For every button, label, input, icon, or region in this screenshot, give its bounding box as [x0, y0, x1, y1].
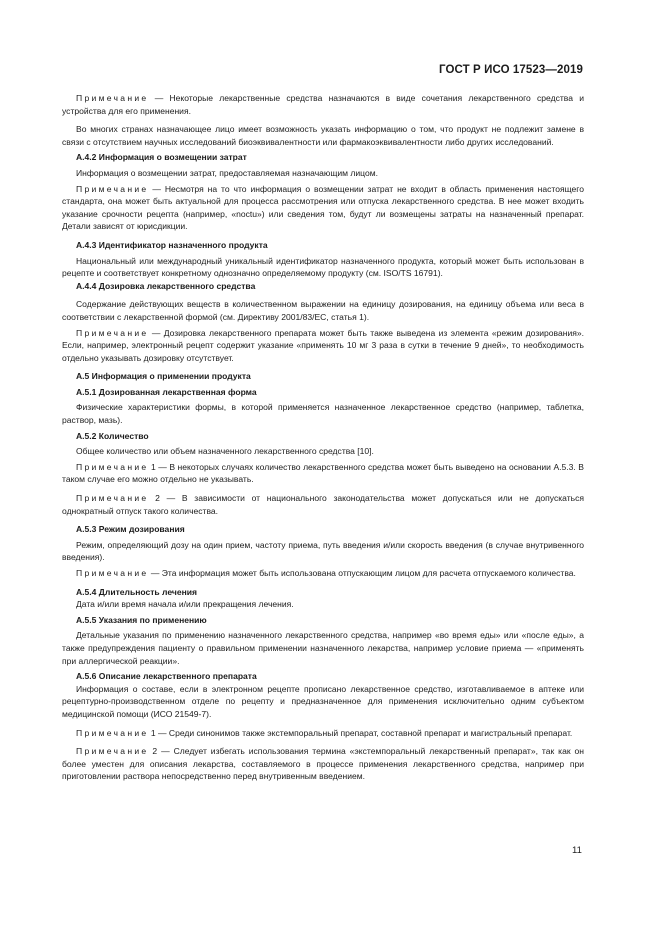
section-heading-a43: А.4.3 Идентификатор назначенного продукта	[76, 239, 268, 250]
note-text: — Эта информация может быть использована отпускающим лицом для расчета отпускаемого количества.	[148, 568, 576, 578]
note-text: — Дозировка лекарственного препарата может быть также выведена из элемента «режим дозирования». Если, например, электронный рецепт содержит указание «применять 10 мг 3 раза в сутки в течение 9 дней», то необходимость отдельно указывать дозировку отсутствует.	[62, 327, 584, 363]
note-label: Примечание	[76, 727, 149, 738]
section-heading-a52: А.5.2 Количество	[76, 430, 149, 441]
section-heading-a51: А.5.1 Дозированная лекарственная форма	[76, 386, 257, 397]
page-number: 11	[572, 845, 582, 856]
section-heading-a54: А.5.4 Длительность лечения	[76, 586, 198, 597]
note-paragraph	[62, 92, 584, 117]
body-paragraph: Детальные указания по применению назначенного лекарственного средства, например «во время еды» или «после еды», а также предупреждения пациенту о правильном применении назначенного лекарства, например условие приема — «применять при аллергической реакции».	[62, 630, 584, 666]
body-paragraph: Физические характеристики формы, в которой применяется назначенное лекарственное средство (например, таблетка, раствор, мазь).	[62, 402, 584, 426]
note-label: Примечание	[76, 568, 149, 578]
note-label: Примечание	[76, 493, 149, 504]
note-paragraph	[62, 567, 584, 580]
note-label: Примечание	[76, 461, 149, 472]
body-paragraph: Во многих странах назначающее лицо имеет возможность указать информацию о том, что продукт не подлежит замене в связи с отсутствием научных исследований биоэквивалентности или фармакоэквивалентности либо других исследований.	[62, 124, 584, 147]
body-paragraph: Режим, определяющий дозу на один прием, частоту приема, путь введения и/или скорость введения (в случае внутривенного введения).	[62, 539, 584, 563]
note-paragraph	[62, 327, 584, 365]
section-heading-a53: А.5.3 Режим дозирования	[76, 524, 185, 535]
section-heading-a44: А.4.4 Дозировка лекарственного средства	[76, 280, 256, 291]
document-body	[62, 92, 584, 783]
note-text: 2 — Следует избегать использования термина «экстемпоральный лекарственный препарат», так как он более уместен для описания лекарства, составляемого в процессе применения лекарственного средства, например при приготовлении раствора непосредственно перед внутривенным введением.	[62, 746, 584, 782]
section-heading-a55: А.5.5 Указания по применению	[76, 614, 207, 625]
body-paragraph: Дата и/или время начала и/или прекращения лечения.	[76, 599, 294, 610]
note-paragraph	[62, 727, 584, 740]
body-paragraph: Содержание действующих веществ в количественном выражении на единицу дозирования, на единицу объема или веса в соответствии с лекарственной формой (см. Директиву 2001/83/ЕС, статья 1).	[62, 299, 584, 322]
note-label: Примечание	[76, 93, 149, 103]
body-paragraph: Общее количество или объем назначенного лекарственного средства [10].	[76, 446, 374, 457]
note-text: 2 — В зависимости от национального законодательства может допускаться или не допускаться однократный отпуск такого количества.	[62, 493, 584, 516]
note-paragraph	[62, 461, 584, 486]
note-label: Примечание	[76, 746, 149, 757]
note-label: Примечание	[76, 327, 149, 338]
body-paragraph: Национальный или международный уникальный идентификатор назначенного продукта, который может быть использован в рецепте и соответствует конкретному однозначно определяемому продукту (см. ISO/TS 16791).	[62, 255, 584, 279]
note-paragraph	[62, 183, 584, 233]
document-header: ГОСТ Р ИСО 17523—2019	[438, 64, 583, 76]
note-paragraph	[62, 745, 584, 783]
section-heading-a42: А.4.2 Информация о возмещении затрат	[76, 152, 247, 163]
note-text: — Несмотря на то что информация о возмещении затрат не входит в область применения настоящего стандарта, она может быть актуальной для процесса рассмотрения или отпуска лекарственного средства. В нее может входить указание срочности рецепта (например, «noctu») или сведения том, будут ли возмещены затраты на назначенный препарат. Детали зависят от юрисдикции.	[62, 183, 584, 232]
section-heading-a56: А.5.6 Описание лекарственного препарата	[76, 671, 257, 682]
note-label: Примечание	[76, 183, 149, 194]
body-paragraph: Информация о составе, если в электронном рецепте прописано лекарственное средство, изготавливаемое в аптеке или рецептурно-производственном отделе по рецепту и предназначенное для применения исключительно одним субъектом медицинской помощи (ИСО 21549-7).	[62, 683, 584, 719]
body-paragraph: Информация о возмещении затрат, предоставляемая назначающим лицом.	[76, 167, 378, 178]
note-text: 1 — В некоторых случаях количество лекарственного средства может быть выведено на основании А.5.3. В таком случае его можно отдельно не указывать.	[62, 461, 584, 485]
note-text: 1 — Среди синонимов также экстемпоральный препарат, составной препарат и магистральный препарат.	[148, 727, 573, 738]
section-heading-a5: А.5 Информация о применении продукта	[76, 371, 251, 382]
note-paragraph	[62, 492, 584, 517]
note-text: — Некоторые лекарственные средства назначаются в виде сочетания лекарственного средства и устройства для его применения.	[62, 93, 584, 116]
